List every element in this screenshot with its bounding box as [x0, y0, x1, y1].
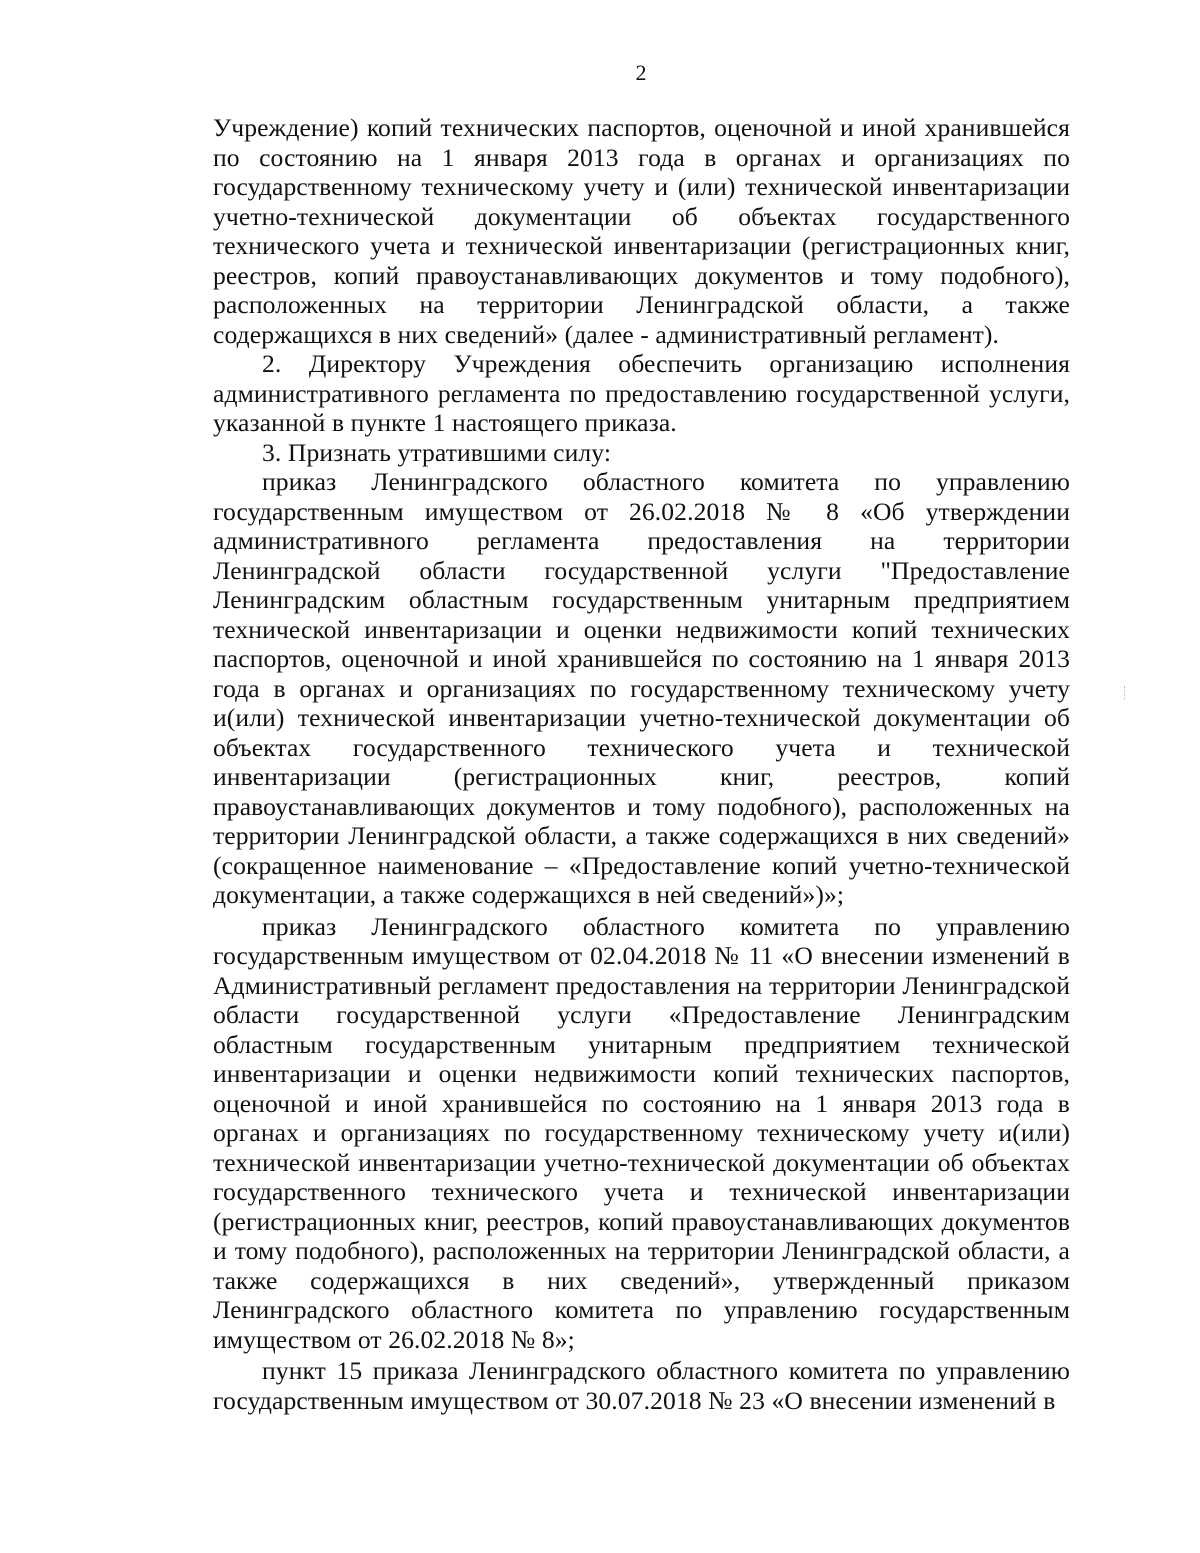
- paragraph-intro-continuation: Учреждение) копий технических паспортов, оценочной и иной хранившейся по состоянию на 1 января 2013 года в органах и организациях по государственному техническому учету и (или) технической инвентаризации учетно-технической документации об объектах государственного технического учета и технической инвентаризации (регистрационных книг, реестров, копий правоустанавливающих документов и тому подобного), расположенных на территории Ленинградской области, а также содержащихся в них сведений» (далее - административный регламент).: [213, 113, 1070, 349]
- paragraph-repealed-order-11: приказ Ленинградского областного комитета по управлению государственным имуществом от 02.04.2018 № 11 «О внесении изменений в Административный регламент предоставления на территории Ленинградской области государственной услуги «Предоставление Ленинградским областным государственным унитарным предприятием технической инвентаризации и оценки недвижимости копий технических паспортов, оценочной и иной хранившейся по состоянию на 1 января 2013 года в органах и организациях по государственному техническому учету и(или) технической инвентаризации учетно-технической документации об объектах государственного технического учета и технической инвентаризации (регистрационных книг, реестров, копий правоустанавливающих документов и тому подобного), расположенных на территории Ленинградской области, а также содержащихся в них сведений», утвержденный приказом Ленинградского областного комитета по управлению государственным имуществом от 26.02.2018 № 8»;: [213, 911, 1070, 1354]
- paragraph-repealed-order-8: приказ Ленинградского областного комитета по управлению государственным имуществом от 26.02.2018 № 8 «Об утверждении административного регламента предоставления на территории Ленинградской области государственной услуги "Предоставление Ленинградским областным государственным унитарным предприятием технической инвентаризации и оценки недвижимости копий технических паспортов, оценочной и иной хранившейся по состоянию на 1 января 2013 года в органах и организациях по государственному техническому учету и(или) технической инвентаризации учетно-технической документации об объектах государственного технического учета и технической инвентаризации (регистрационных книг, реестров, копий правоустанавливающих документов и тому подобного), расположенных на территории Ленинградской области, а также содержащихся в них сведений» (сокращенное наименование – «Предоставление копий учетно-технической документации, а также содержащихся в ней сведений»)»;: [213, 467, 1070, 909]
- paragraph-item-2: 2. Директору Учреждения обеспечить организацию исполнения административного регламента по предоставлению государственной услуги, указанной в пункте 1 настоящего приказа.: [213, 349, 1070, 437]
- paragraph-item-3: 3. Признать утратившими силу:: [262, 437, 612, 467]
- page-number: 2: [635, 60, 647, 85]
- scan-artifact-mark: [1124, 686, 1131, 700]
- document-body: [213, 113, 1070, 1415]
- paragraph-repealed-order-23: пункт 15 приказа Ленинградского областного комитета по управлению государственным имуществом от 30.07.2018 № 23 «О внесении изменений в: [213, 1356, 1070, 1415]
